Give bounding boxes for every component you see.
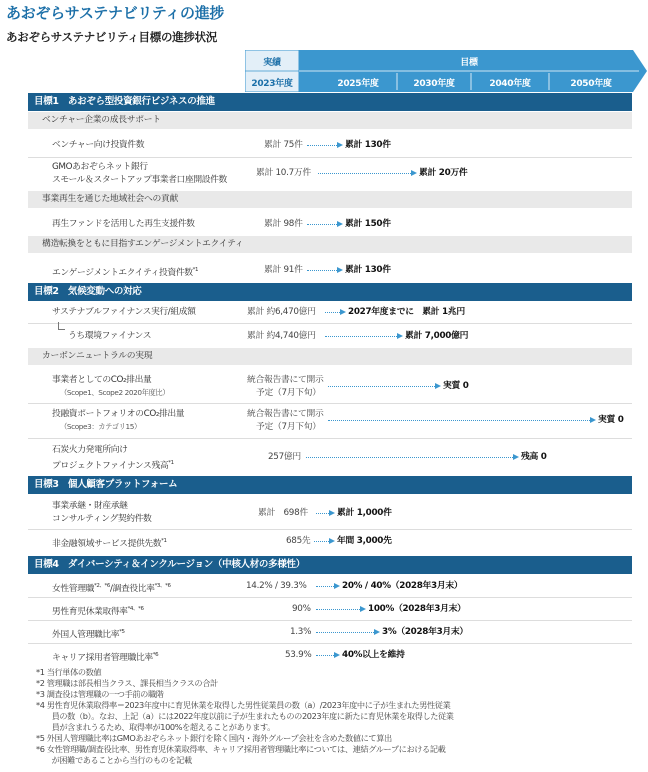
year-2030: 2030年度 bbox=[413, 79, 455, 89]
goal-3-header: 目標3 個人顧客プラットフォーム bbox=[28, 476, 632, 494]
row-label: 事業承継・財産承継 bbox=[52, 501, 128, 511]
progress-line bbox=[306, 457, 513, 458]
actual-label: 実績 bbox=[263, 58, 281, 68]
row-current: 257億円 bbox=[268, 452, 301, 462]
arrow-icon bbox=[337, 221, 343, 227]
row-label: プロジェクトファイナンス残高$^{*1}$ bbox=[52, 460, 174, 471]
progress-line bbox=[316, 655, 334, 656]
footnote: *4 男性育児休業取得率＝2023年度中に育児休業を取得した男性従業員の数（a）/2023年度中に子が生まれた男性従業 bbox=[36, 700, 451, 710]
arrow-icon bbox=[590, 417, 596, 423]
progress-line bbox=[328, 386, 435, 387]
progress-line bbox=[316, 609, 360, 610]
row-label: うち環境ファイナンス bbox=[68, 331, 152, 341]
footnote: *1 当行単体の数値 bbox=[36, 667, 102, 677]
row-target: 残高 0 bbox=[521, 452, 547, 462]
arrow-icon bbox=[329, 510, 335, 516]
row-current: 統合報告書にて開示 bbox=[247, 375, 324, 385]
divider bbox=[28, 323, 632, 324]
year-2025: 2025年度 bbox=[337, 79, 379, 89]
footnote: *6 女性管理職/調査役比率、男性育児休業取得率、キャリア採用者管理職比率については、連結グループにおける記載 bbox=[36, 744, 446, 754]
row-label: 女性管理職$^{*2、*6}$/調査役比率$^{*3、*6}$ bbox=[52, 583, 171, 594]
progress-line bbox=[316, 513, 329, 514]
row-target: 40%以上を維持 bbox=[342, 650, 405, 660]
row-current: 統合報告書にて開示 bbox=[247, 409, 324, 419]
arrow-icon bbox=[334, 583, 340, 589]
progress-line bbox=[316, 632, 374, 633]
row-label: 投融資ポートフォリオのCO₂排出量 bbox=[52, 409, 185, 419]
footnote: *2 管理職は部長相当クラス、課長相当クラスの合計 bbox=[36, 678, 218, 688]
row-label: サステナブルファイナンス実行/組成額 bbox=[52, 307, 196, 317]
divider bbox=[28, 157, 632, 158]
footnote: が困難であることから当行のものを記載 bbox=[36, 755, 192, 765]
arrow-icon bbox=[337, 142, 343, 148]
arrow-icon bbox=[435, 383, 441, 389]
row-current: 685先 bbox=[286, 536, 311, 546]
year-2050: 2050年度 bbox=[570, 79, 612, 89]
row-label: ベンチャー向け投資件数 bbox=[52, 140, 145, 150]
divider bbox=[28, 643, 632, 644]
row-label: スモール＆スタートアップ事業者口座開設件数 bbox=[52, 175, 227, 185]
divider bbox=[28, 438, 632, 439]
row-current: 14.2% / 39.3% bbox=[246, 581, 307, 591]
arrow-icon bbox=[334, 652, 340, 658]
goal-2-header: 目標2 気候変動への対応 bbox=[28, 283, 632, 301]
row-target: 2027年度までに 累計 1兆円 bbox=[348, 307, 465, 317]
row-current: 累計 約6,470億円 bbox=[247, 307, 316, 317]
row-target: 年間 3,000先 bbox=[337, 536, 392, 546]
row-label: 再生ファンドを活用した再生支援件数 bbox=[52, 219, 195, 229]
row-current: 90% bbox=[292, 604, 311, 614]
year-2040: 2040年度 bbox=[489, 79, 531, 89]
actual-year: 2023年度 bbox=[251, 79, 293, 89]
footnote: *5 外国人管理職比率はGMOあおぞらネット銀行を除く国内・海外グループ会社を含めた数値にて算出 bbox=[36, 733, 392, 743]
row-target: 実質 0 bbox=[598, 415, 624, 425]
row-current: 累計 10.7万件 bbox=[256, 168, 311, 178]
row-current: 予定（7月下旬） bbox=[256, 388, 321, 398]
progress-line bbox=[307, 224, 337, 225]
progress-line bbox=[325, 312, 340, 313]
divider bbox=[28, 597, 632, 598]
arrow-icon bbox=[411, 170, 417, 176]
footnote: *3 調査役は管理職の一つ手前の職階 bbox=[36, 689, 164, 699]
row-target: 累計 130件 bbox=[345, 140, 391, 150]
category-engagement-equity: 構造転換をともに目指すエンゲージメントエクイティ bbox=[28, 236, 632, 253]
progress-line bbox=[325, 336, 397, 337]
row-label: 石炭火力発電所向け bbox=[52, 445, 128, 455]
row-target: 累計 130件 bbox=[345, 265, 391, 275]
category-carbon-neutral: カーボンニュートラルの実現 bbox=[28, 348, 632, 365]
row-current: 累計 91件 bbox=[264, 265, 303, 275]
row-target: 累計 150件 bbox=[345, 219, 391, 229]
timeline-header bbox=[245, 50, 647, 92]
row-label: エンゲージメントエクイティ投資件数$^{*1}$ bbox=[52, 267, 199, 278]
page-subtitle: あおぞらサステナビリティ目標の進捗状況 bbox=[6, 30, 217, 44]
row-label: 男性育児休業取得率$^{*4、*6}$ bbox=[52, 606, 144, 617]
row-label: 非金融領域サービス提供先数$^{*1}$ bbox=[52, 538, 167, 549]
row-current: 1.3% bbox=[290, 627, 312, 637]
row-label: 外国人管理職比率$^{*5}$ bbox=[52, 629, 125, 640]
row-target: 累計 7,000億円 bbox=[405, 331, 469, 341]
divider bbox=[28, 403, 632, 404]
row-current: 累計 698件 bbox=[258, 508, 308, 518]
progress-line bbox=[307, 270, 337, 271]
row-target: 累計 1,000件 bbox=[337, 508, 392, 518]
target-label: 目標 bbox=[460, 58, 478, 68]
row-note: （Scope1、Scope2 2020年度比） bbox=[60, 388, 170, 397]
row-target: 累計 20万件 bbox=[419, 168, 468, 178]
row-label: GMOあおぞらネット銀行 bbox=[52, 162, 148, 172]
category-venture: ベンチャー企業の成長サポート bbox=[28, 112, 632, 129]
category-revitalization: 事業再生を通じた地域社会への貢献 bbox=[28, 191, 632, 208]
divider bbox=[28, 620, 632, 621]
progress-line bbox=[316, 586, 334, 587]
row-current: 53.9% bbox=[285, 650, 312, 660]
row-label: 事業者としてのCO₂排出量 bbox=[52, 375, 152, 385]
row-current: 累計 75件 bbox=[264, 140, 303, 150]
arrow-icon bbox=[397, 333, 403, 339]
row-note: （Scope3：カテゴリ15） bbox=[60, 422, 141, 431]
goal-4-header: 目標4 ダイバーシティ＆インクルージョン（中核人材の多様性） bbox=[28, 556, 632, 574]
arrow-icon bbox=[337, 267, 343, 273]
row-target: 3%（2028年3月末） bbox=[382, 627, 468, 637]
page-title: あおぞらサステナビリティの進捗 bbox=[6, 4, 225, 22]
arrow-icon bbox=[340, 309, 346, 315]
row-current: 累計 約4,740億円 bbox=[247, 331, 316, 341]
row-label: コンサルティング契約件数 bbox=[52, 514, 152, 524]
progress-line bbox=[318, 173, 411, 174]
arrow-icon bbox=[329, 538, 335, 544]
row-target: 20% / 40%（2028年3月末） bbox=[342, 581, 463, 591]
progress-line bbox=[328, 420, 590, 421]
arrow-icon bbox=[374, 629, 380, 635]
progress-line bbox=[314, 541, 329, 542]
arrow-icon bbox=[513, 454, 519, 460]
row-target: 100%（2028年3月末） bbox=[368, 604, 466, 614]
footnote: 員の数（b）。なお、上記（a）には2022年度以前に子が生まれたものの2023年度に新たに育児休業を取得した従業 bbox=[36, 711, 454, 721]
arrow-icon bbox=[360, 606, 366, 612]
row-label: キャリア採用者管理職比率$^{*6}$ bbox=[52, 652, 159, 663]
tree-connector bbox=[58, 322, 65, 330]
progress-line bbox=[307, 145, 337, 146]
goal-1-header: 目標1 あおぞら型投資銀行ビジネスの推進 bbox=[28, 93, 632, 111]
row-target: 実質 0 bbox=[443, 381, 469, 391]
footnote: 員が含まれうるため、取得率が100%を超えることがあります。 bbox=[36, 722, 275, 732]
divider bbox=[28, 529, 632, 530]
row-current: 累計 98件 bbox=[264, 219, 303, 229]
row-current: 予定（7月下旬） bbox=[256, 422, 321, 432]
